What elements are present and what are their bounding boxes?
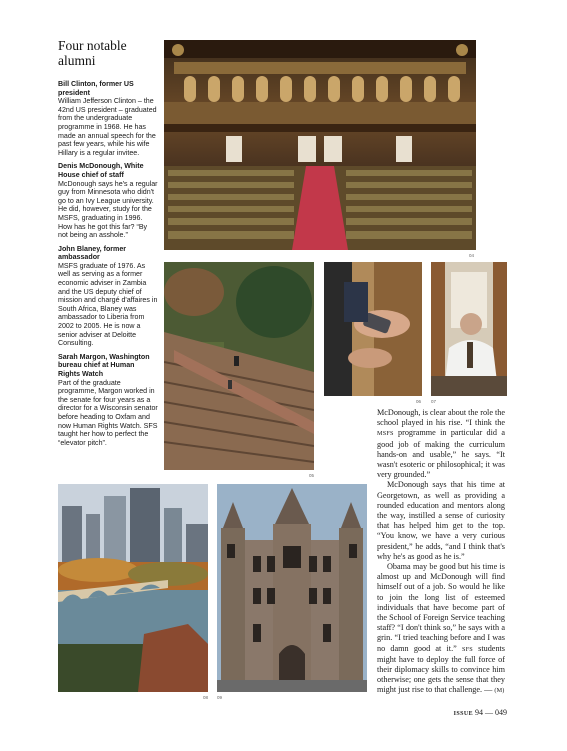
alumni-name: Sarah Margon, Washington bureau chief at Human Rights Watch: [58, 352, 150, 378]
page-folio: [454, 708, 507, 717]
alumni-bio: MSFS graduate of 1976. As well as serving as a former economic adviser in Zambia and the US deputy chief of mission and chargé d'affaires in South Africa, Blaney was ambassador to Liberia from 2002 to 2005. He is now a senior adviser at Deloitte Consulting.: [58, 261, 158, 348]
alumni-name: Bill Clinton, former US president: [58, 80, 134, 97]
university-building-photo: [217, 484, 367, 692]
author-sign: (M): [494, 687, 505, 695]
alumni-entry: [58, 353, 158, 448]
sidebar-title: Four notable alumni: [58, 38, 127, 68]
article-paragraph: McDonough says that his time at Georgetown, as well as providing a rounded education and mentors along the way, instilled a sense of curiosity that has helped him get to the top. “You know, we have a very curious president,” he adds, “and I think that's why he's as good as he is.”: [377, 480, 505, 561]
issue-number: 94: [475, 708, 483, 717]
cityscape-bridge-photo: [58, 484, 208, 692]
photo-caption: 07: [431, 399, 437, 404]
issue-label: ISSUE: [453, 711, 473, 717]
alumni-entry: [58, 162, 158, 239]
alumni-bio: Part of the graduate programme, Margon worked in the senate for four years as a director for a Wisconsin senator before heading to Oxfam and now Human Rights Watch. SFS taught her how to perfect the “elevator pitch”.: [58, 378, 158, 447]
hands-phone-photo: [324, 262, 422, 396]
photo-caption: 04: [469, 253, 475, 258]
photo-caption: 09: [217, 695, 223, 700]
article-body: [377, 408, 505, 697]
auditorium-photo: [164, 40, 476, 250]
alumni-entry: [58, 80, 158, 157]
photo-caption: 05: [309, 473, 315, 478]
alumni-bio: William Jefferson Clinton – the 42nd US president – graduated from the undergraduate programme in 1968. He has made an annual speech for the past few years, while his wife Hillary is a regular invitee.: [58, 97, 157, 157]
campus-stairs-photo: [164, 262, 314, 470]
alumni-bio: McDonough says he's a regular guy from Minnesota who didn't go to an Ivy League university. He did, however, study for the MSFS, graduating in 1996. How has he got this far? “By not being an asshole.”: [58, 179, 158, 240]
alumni-name: John Blaney, former ambassador: [58, 244, 127, 262]
photo-caption: 08: [203, 695, 209, 700]
folio-separator: —: [485, 708, 493, 717]
photo-caption: 06: [416, 399, 422, 404]
article-paragraph: McDonough, is clear about the role the school played in his rise. “I think the MSFS programme in particular did a good job of making the curriculum hands-on and usable,” he says. “It wasn't esoteric or philosophical; it was very grounded.”: [377, 408, 506, 480]
alumni-name: Denis McDonough, White House chief of staff: [58, 162, 144, 179]
official-portrait-photo: [431, 262, 507, 396]
page-number: 049: [495, 708, 507, 717]
alumni-entry: [58, 245, 158, 348]
article-paragraph: Obama may be good but his time is almost up and McDonough will find himself out of a job. So would he like to join the long list of esteemed individuals that have become part of the School of Foreign Service teaching staff? “I don't think so,” he says with a grin. “I tried teaching before and I was no damn good at it.” SFS students might have to deploy the full force of their diplomacy skills to convince him otherwise; one gets the sense that they might just rise to that challenge. — (M): [377, 562, 505, 695]
alumni-sidebar: [58, 38, 158, 452]
